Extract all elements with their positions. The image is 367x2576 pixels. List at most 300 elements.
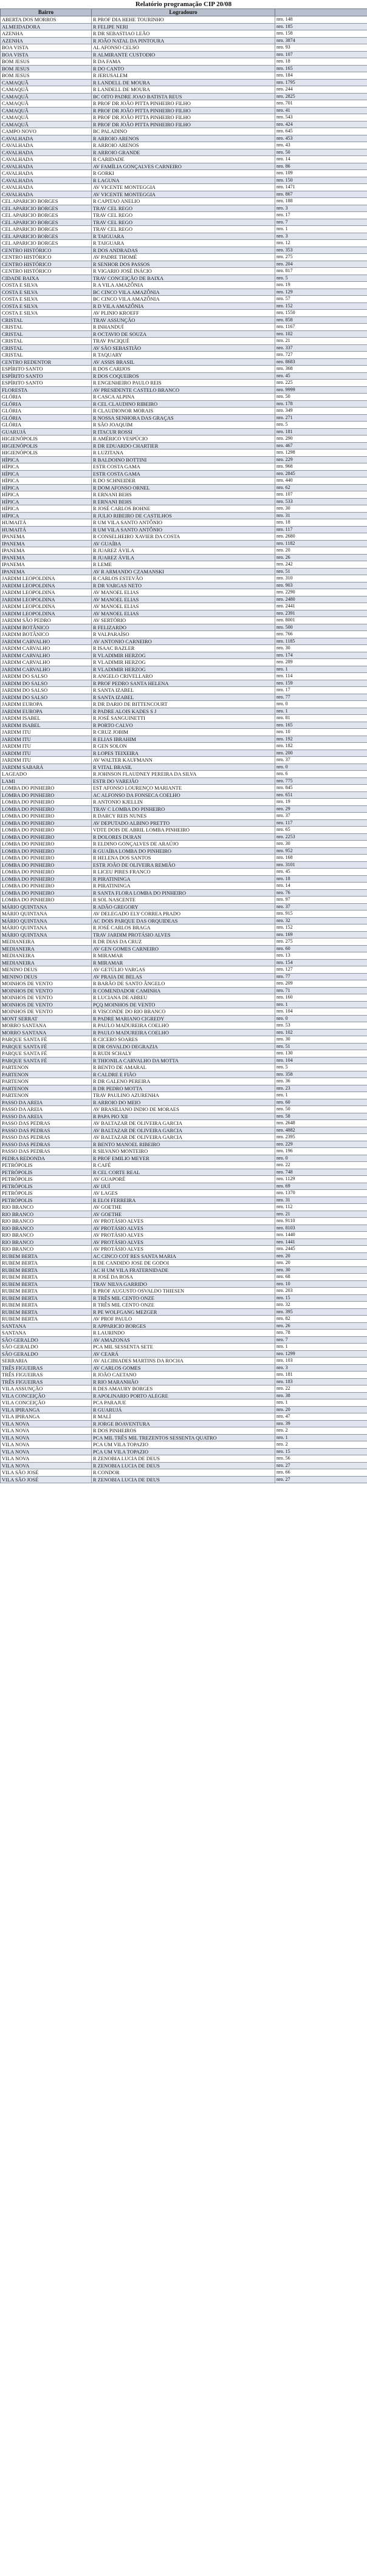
table-row [1, 121, 367, 128]
cell-numero: nro. 160 [275, 994, 367, 1002]
cell-bairro: LOMBA DO PINHEIRO [1, 799, 92, 806]
table-row [1, 1204, 367, 1211]
cell-numero: nro. 19 [275, 282, 367, 289]
cell-logradouro: R VLADIMIR HERZOG [92, 666, 275, 673]
cell-bairro: PASSO DAS PEDRAS [1, 1120, 92, 1127]
cell-bairro: CENTRO HISTÓRICO [1, 247, 92, 254]
cell-logradouro: R JOÃO NATAL DA PINTOURA [92, 37, 275, 44]
cell-bairro: VILA NOVA [1, 1455, 92, 1463]
table-row [1, 889, 367, 897]
table-row [1, 386, 367, 394]
table-row [1, 1448, 367, 1455]
table-row [1, 1064, 367, 1071]
cell-logradouro: R DOS COQUEIROS [92, 372, 275, 380]
cell-logradouro: R PADRE MARIANO CIGREDY [92, 1015, 275, 1022]
table-row [1, 568, 367, 575]
cell-bairro: JARDIM LEOPOLDINA [1, 603, 92, 610]
cell-logradouro: R ISAAC BAZLER [92, 645, 275, 652]
table-row [1, 1127, 367, 1134]
cell-numero: nro. 368 [275, 366, 367, 373]
cell-numero: nro. 349 [275, 408, 367, 415]
table-row [1, 1350, 367, 1358]
cell-numero: nro. 50 [275, 149, 367, 156]
cell-numero: nro. 229 [275, 1141, 367, 1148]
cell-numero: nro. 2441 [275, 603, 367, 610]
cell-numero: nro. 701 [275, 100, 367, 108]
cell-logradouro: R CICERO SOARES [92, 1036, 275, 1044]
cell-bairro: RUBEM BERTA [1, 1266, 92, 1274]
table-row [1, 37, 367, 44]
cell-bairro: CRISTAL [1, 344, 92, 352]
cell-numero: nro. 858 [275, 316, 367, 324]
table-row [1, 1057, 367, 1064]
cell-logradouro: R CONDOR [92, 1469, 275, 1477]
table-row [1, 1252, 367, 1260]
cell-numero: nro. 20 [275, 1260, 367, 1267]
cell-bairro: BOA VISTA [1, 44, 92, 52]
cell-logradouro: R SENHOR DOS PASSOS [92, 261, 275, 268]
cell-numero: nro. 2680 [275, 533, 367, 541]
cell-numero: nro. 185 [275, 23, 367, 30]
table-row [1, 1420, 367, 1427]
table-row [1, 156, 367, 163]
cell-numero: nro. 15 [275, 1448, 367, 1455]
table-row [1, 813, 367, 820]
cell-bairro: PETRÓPOLIS [1, 1162, 92, 1169]
cell-bairro: CAVALHADA [1, 149, 92, 156]
table-row [1, 491, 367, 499]
table-row [1, 282, 367, 289]
cell-logradouro: AV VICENTE MONTEGGIA [92, 184, 275, 191]
cell-numero: nro. 30 [275, 645, 367, 652]
table-row [1, 1294, 367, 1302]
cell-logradouro: ESTR COSTA GAMA [92, 470, 275, 477]
table-row [1, 680, 367, 687]
cell-logradouro: R JULIO RIBEIRO DE CASTILHOS [92, 512, 275, 519]
cell-bairro: RUBEM BERTA [1, 1302, 92, 1309]
cell-bairro: HIGIENÓPOLIS [1, 449, 92, 457]
cell-bairro: PASSO DAS PEDRAS [1, 1127, 92, 1134]
table-row [1, 268, 367, 275]
cell-numero: nro. 2395 [275, 1134, 367, 1141]
cell-bairro: LOMBA DO PINHEIRO [1, 791, 92, 799]
table-row [1, 917, 367, 924]
cell-numero: nro. 165 [275, 65, 367, 72]
cell-bairro: RIO BRANCO [1, 1218, 92, 1225]
cell-numero: nro. 47 [275, 1413, 367, 1421]
cell-bairro: MORRO SANTANA [1, 1022, 92, 1030]
cell-bairro: COSTA E SILVA [1, 282, 92, 289]
table-row [1, 638, 367, 645]
cell-numero: nro. 117 [275, 819, 367, 827]
table-row [1, 1169, 367, 1176]
cell-numero: nro. 3101 [275, 861, 367, 869]
cell-numero: nro. 467 [275, 442, 367, 449]
table-row [1, 240, 367, 247]
cell-numero: nro. 817 [275, 268, 367, 275]
table-row [1, 1336, 367, 1344]
table-row [1, 58, 367, 66]
cell-logradouro: R NOSSA SENHORA DAS GRAÇAS [92, 414, 275, 422]
cell-bairro: GLÓRIA [1, 394, 92, 401]
cell-numero: nro. 196 [275, 1148, 367, 1155]
cell-bairro: PARQUE SANTA FÉ [1, 1050, 92, 1057]
cell-bairro: HIGIENÓPOLIS [1, 442, 92, 449]
table-row [1, 910, 367, 918]
cell-numero: nro. 57 [275, 296, 367, 303]
cell-logradouro: R DR VARGAS NETO [92, 582, 275, 589]
cell-numero: nro. 290 [275, 436, 367, 443]
table-row [1, 952, 367, 960]
cell-bairro: RUBEM BERTA [1, 1308, 92, 1316]
cell-numero: nro. 645 [275, 128, 367, 135]
cell-bairro: RIO BRANCO [1, 1225, 92, 1232]
table-row [1, 177, 367, 184]
cell-numero: nro. 31 [275, 512, 367, 519]
cell-numero: nro. 1 [275, 708, 367, 715]
cell-bairro: LOMBA DO PINHEIRO [1, 833, 92, 841]
cell-logradouro: R INHANDUÍ [92, 324, 275, 331]
cell-logradouro: R CEL CLAUDINO RIBEIRO [92, 400, 275, 408]
cell-bairro: LOMBA DO PINHEIRO [1, 841, 92, 848]
table-row [1, 310, 367, 317]
cell-bairro: MOINHOS DE VENTO [1, 994, 92, 1002]
cell-numero: nro. 440 [275, 477, 367, 485]
cell-numero: nro. 51 [275, 1043, 367, 1050]
cell-numero: nro. 152 [275, 302, 367, 310]
cell-bairro: JARDIM EUROPA [1, 701, 92, 708]
cell-numero: nro. 2845 [275, 470, 367, 477]
cell-numero: nro. 152 [275, 924, 367, 932]
cell-numero: nro. 26 [275, 1322, 367, 1330]
cell-bairro: HÍPICA [1, 463, 92, 471]
cell-bairro: LOMBA DO PINHEIRO [1, 785, 92, 792]
table-row [1, 1148, 367, 1155]
table-row [1, 687, 367, 694]
cell-bairro: CAVALHADA [1, 156, 92, 163]
cell-logradouro: R ARROIO ARENOS [92, 135, 275, 142]
table-row [1, 1302, 367, 1309]
cell-logradouro: R JERUSALEM [92, 72, 275, 80]
table-row [1, 1015, 367, 1022]
cell-bairro: SERRARIA [1, 1358, 92, 1365]
table-row [1, 456, 367, 463]
cell-numero: nro. 58 [275, 1113, 367, 1120]
report-table [0, 9, 367, 1483]
cell-numero: nro. 867 [275, 191, 367, 198]
cell-bairro: CENTRO HISTÓRICO [1, 261, 92, 268]
table-row [1, 1372, 367, 1379]
cell-bairro: CAMAQUÃ [1, 86, 92, 94]
cell-bairro: PARTENON [1, 1071, 92, 1078]
cell-logradouro: R CEL CORTE REAL [92, 1169, 275, 1176]
table-row [1, 959, 367, 966]
cell-numero: nro. 2290 [275, 589, 367, 596]
table-row [1, 1022, 367, 1030]
cell-logradouro: AV PROF PAULO [92, 1316, 275, 1323]
table-row [1, 422, 367, 429]
cell-logradouro: R CAFÉ [92, 1162, 275, 1169]
cell-numero: nro. 168 [275, 855, 367, 862]
cell-logradouro: AV GOETHE [92, 1211, 275, 1218]
table-row [1, 708, 367, 715]
cell-numero: nro. 20 [275, 1252, 367, 1260]
cell-bairro: AZENHA [1, 30, 92, 38]
cell-numero: nro. 8001 [275, 617, 367, 624]
cell-numero: nro. 112 [275, 1204, 367, 1211]
table-row [1, 1358, 367, 1365]
cell-bairro: LAMI [1, 777, 92, 785]
cell-logradouro: TRAV CEL REGO [92, 205, 275, 212]
cell-bairro: TRÊS FIGUEIRAS [1, 1378, 92, 1385]
cell-numero: nro. 766 [275, 631, 367, 638]
cell-bairro: PARTENON [1, 1085, 92, 1092]
cell-bairro: RIO BRANCO [1, 1204, 92, 1211]
cell-logradouro: R GEN SOLON [92, 743, 275, 750]
cell-logradouro: R CARIDADE [92, 156, 275, 163]
cell-bairro: JARDIM CARVALHO [1, 638, 92, 645]
cell-logradouro: AV GUAÍBA [92, 540, 275, 547]
table-row [1, 1322, 367, 1330]
cell-numero: nro. 37 [275, 903, 367, 910]
table-row [1, 79, 367, 86]
cell-numero: nro. 103 [275, 1358, 367, 1365]
table-row [1, 1406, 367, 1413]
cell-logradouro: R VLADIMIR HERZOG [92, 659, 275, 666]
cell-bairro: BOA VISTA [1, 51, 92, 58]
cell-logradouro: R LAGUNA [92, 177, 275, 184]
cell-bairro: GLÓRIA [1, 400, 92, 408]
cell-bairro: CRISTAL [1, 352, 92, 359]
table-row [1, 16, 367, 24]
cell-bairro: HUMAITÁ [1, 526, 92, 533]
cell-numero: nro. 150 [275, 177, 367, 184]
cell-numero: nro. 395 [275, 1308, 367, 1316]
cell-numero: nro. 1471 [275, 184, 367, 191]
table-row [1, 938, 367, 946]
cell-bairro: LOMBA DO PINHEIRO [1, 897, 92, 904]
cell-logradouro: R VLADIMIR HERZOG [92, 652, 275, 659]
cell-logradouro: PCA PARAJUE [92, 1399, 275, 1407]
cell-numero: nro. 17 [275, 212, 367, 219]
table-row [1, 1455, 367, 1463]
cell-numero: nro. 27 [275, 1476, 367, 1483]
table-row [1, 771, 367, 778]
cell-logradouro: R CONSELHEIRO XAVIER DA COSTA [92, 533, 275, 541]
cell-logradouro: R LICEU PIRES FRANCO [92, 869, 275, 876]
cell-logradouro: R BENTO DE AMARAL [92, 1064, 275, 1071]
cell-logradouro: R PAULO MADUREIRA COELHO [92, 1029, 275, 1036]
cell-numero: nro. 71 [275, 987, 367, 994]
cell-numero: nro. 275 [275, 254, 367, 261]
cell-bairro: PARQUE SANTA FÉ [1, 1043, 92, 1050]
table-row [1, 1225, 367, 1232]
cell-logradouro: TRAV ASSUNÇÃO [92, 316, 275, 324]
cell-logradouro: R LANDELL DE MOURA [92, 79, 275, 86]
cell-logradouro: TRAV CONCEIÇÃO DE BAIXA [92, 275, 275, 282]
cell-bairro: MOINHOS DE VENTO [1, 980, 92, 988]
cell-logradouro: TRAV CEL REGO [92, 212, 275, 219]
cell-numero: nro. 165 [275, 722, 367, 729]
cell-bairro: HÍPICA [1, 491, 92, 499]
cell-numero: nro. 7 [275, 1336, 367, 1344]
cell-logradouro: AV MANOEL ELIAS [92, 589, 275, 596]
table-row [1, 470, 367, 477]
table-row [1, 875, 367, 883]
cell-logradouro: AV PROTÁSIO ALVES [92, 1218, 275, 1225]
cell-logradouro: R ZENOBIA LUCIA DE DEUS [92, 1476, 275, 1483]
cell-bairro: SANTANA [1, 1322, 92, 1330]
table-row [1, 596, 367, 603]
cell-bairro: TRÊS FIGUEIRAS [1, 1364, 92, 1372]
cell-logradouro: AC DOIS PARQUE DAS ORQUIDEAS [92, 917, 275, 924]
cell-bairro: RUBEM BERTA [1, 1260, 92, 1267]
cell-numero: nro. 3 [275, 205, 367, 212]
table-row [1, 128, 367, 135]
cell-bairro: PASSO DA AREIA [1, 1106, 92, 1113]
cell-bairro: LOMBA DO PINHEIRO [1, 869, 92, 876]
cell-bairro: JARDIM SÃO PEDRO [1, 617, 92, 624]
table-row [1, 289, 367, 296]
cell-logradouro: R ERNANI BEHS [92, 498, 275, 505]
cell-bairro: MÁRIO QUINTANA [1, 910, 92, 918]
table-row [1, 931, 367, 938]
cell-numero: nro. 182 [275, 743, 367, 750]
cell-numero: nro. 845 [275, 785, 367, 792]
cell-bairro: JARDIM ITU [1, 750, 92, 757]
cell-logradouro: R LOPES TEIXEIRA [92, 750, 275, 757]
table-row [1, 1085, 367, 1092]
cell-logradouro: AV BALTAZAR DE OLIVEIRA GARCIA [92, 1127, 275, 1134]
cell-logradouro: R SOL NASCENTE [92, 897, 275, 904]
cell-numero: nro. 184 [275, 72, 367, 80]
cell-numero: nro. 3 [275, 233, 367, 240]
cell-logradouro: R PROF DR JOÃO PITTA PINHEIRO FILHO [92, 114, 275, 121]
cell-bairro: JARDIM BOTÂNICO [1, 624, 92, 631]
cell-numero: nro. 204 [275, 261, 367, 268]
cell-numero: nro. 18 [275, 519, 367, 527]
cell-logradouro: R AMÉRICO VESPÚCIO [92, 436, 275, 443]
cell-bairro: CRISTAL [1, 324, 92, 331]
cell-numero: nro. 17 [275, 687, 367, 694]
table-row [1, 302, 367, 310]
cell-numero: nro. 76 [275, 889, 367, 897]
table-row [1, 973, 367, 980]
cell-bairro: ESPÍRITO SANTO [1, 366, 92, 373]
cell-bairro: LOMBA DO PINHEIRO [1, 855, 92, 862]
cell-numero: nro. 242 [275, 561, 367, 569]
cell-numero: nro. 225 [275, 380, 367, 387]
cell-logradouro: R UM VILA SANTO ANTÔNIO [92, 526, 275, 533]
cell-bairro: VILA CONCEIÇÃO [1, 1399, 92, 1407]
cell-logradouro: R ALMIRANTE CUSTODIO [92, 51, 275, 58]
cell-numero: nro. 38 [275, 1392, 367, 1399]
table-row [1, 219, 367, 226]
table-row [1, 1378, 367, 1385]
cell-numero: nro. 18 [275, 875, 367, 883]
cell-bairro: JARDIM SABARÁ [1, 764, 92, 771]
cell-logradouro: R JOÃO CAETANO [92, 1372, 275, 1379]
cell-logradouro: R SANTA FLORA LOMBA DO PINHEIRO [92, 889, 275, 897]
cell-bairro: JARDIM ISABEL [1, 722, 92, 729]
table-row [1, 750, 367, 757]
table-row [1, 722, 367, 729]
table-row [1, 114, 367, 121]
cell-numero: nro. 3874 [275, 37, 367, 44]
table-row [1, 1427, 367, 1435]
table-row [1, 1308, 367, 1316]
cell-logradouro: R PROF DR JOÃO PITTA PINHEIRO FILHO [92, 100, 275, 108]
cell-numero: nro. 20 [275, 547, 367, 555]
column-header-logradouro: Logradouro [92, 9, 275, 16]
table-row [1, 358, 367, 366]
cell-logradouro: R DOS CARIJOS [92, 366, 275, 373]
table-row [1, 338, 367, 345]
cell-bairro: IPANEMA [1, 554, 92, 561]
cell-numero: nro. 2 [275, 1441, 367, 1449]
cell-bairro: GLÓRIA [1, 414, 92, 422]
cell-logradouro: AV DELEGADO ELY CORREA PRADO [92, 910, 275, 918]
cell-numero: nro. 36 [275, 1078, 367, 1085]
cell-logradouro: R TAIGUARA [92, 233, 275, 240]
table-row [1, 645, 367, 652]
table-row [1, 1099, 367, 1106]
cell-logradouro: R ELOI FERREIRA [92, 1197, 275, 1204]
table-row [1, 191, 367, 198]
cell-logradouro: TRAV NILVA GARRIDO [92, 1280, 275, 1288]
cell-logradouro: AC ALFONSO DA FONSECA COELHO [92, 791, 275, 799]
cell-logradouro: AV VICENTE MONTEGGIA [92, 191, 275, 198]
cell-logradouro: R DES AMAURY BORGES [92, 1385, 275, 1393]
table-row [1, 743, 367, 750]
cell-bairro: PASSO DA AREIA [1, 1113, 92, 1120]
table-row [1, 631, 367, 638]
cell-numero: nro. 65 [275, 827, 367, 834]
cell-logradouro: TRAV JARDIM PROTÁSIO ALVES [92, 931, 275, 938]
table-row [1, 184, 367, 191]
cell-logradouro: R PROF PEDRO SANTA HELENA [92, 680, 275, 687]
cell-bairro: RUBEM BERTA [1, 1288, 92, 1295]
cell-numero: nro. 104 [275, 1008, 367, 1016]
cell-logradouro: R COMENDADOR CAMINHA [92, 987, 275, 994]
cell-logradouro: R ANTONIO KJELLIN [92, 799, 275, 806]
cell-bairro: IPANEMA [1, 540, 92, 547]
cell-logradouro: AV IJUÍ [92, 1183, 275, 1190]
table-row [1, 1162, 367, 1169]
cell-logradouro: R DARCY REIS NUNES [92, 813, 275, 820]
table-row [1, 149, 367, 156]
table-row [1, 400, 367, 408]
cell-numero: nro. 109 [275, 170, 367, 177]
cell-bairro: HÍPICA [1, 456, 92, 463]
cell-logradouro: R SILVANO MONTEIRO [92, 1148, 275, 1155]
cell-numero: nro. 2480 [275, 596, 367, 603]
cell-logradouro: AV SERTÓRIO [92, 617, 275, 624]
cell-numero: nro. 2825 [275, 93, 367, 100]
cell-numero: nro. 8103 [275, 1225, 367, 1232]
cell-numero: nro. 1 [275, 226, 367, 233]
cell-bairro: AZENHA [1, 37, 92, 44]
cell-bairro: VILA SÃO JOSÉ [1, 1469, 92, 1477]
table-row [1, 1183, 367, 1190]
cell-numero: nro. 21 [275, 1211, 367, 1218]
cell-logradouro: R PROF DR JOÃO PITTA PINHEIRO FILHO [92, 121, 275, 128]
cell-numero: nro. 22 [275, 1385, 367, 1393]
cell-logradouro: R PAULO MADUREIRA COELHO [92, 1022, 275, 1030]
cell-bairro: CEL APARICIO BORGES [1, 212, 92, 219]
cell-bairro: CENTRO HISTÓRICO [1, 268, 92, 275]
cell-bairro: CAVALHADA [1, 142, 92, 149]
